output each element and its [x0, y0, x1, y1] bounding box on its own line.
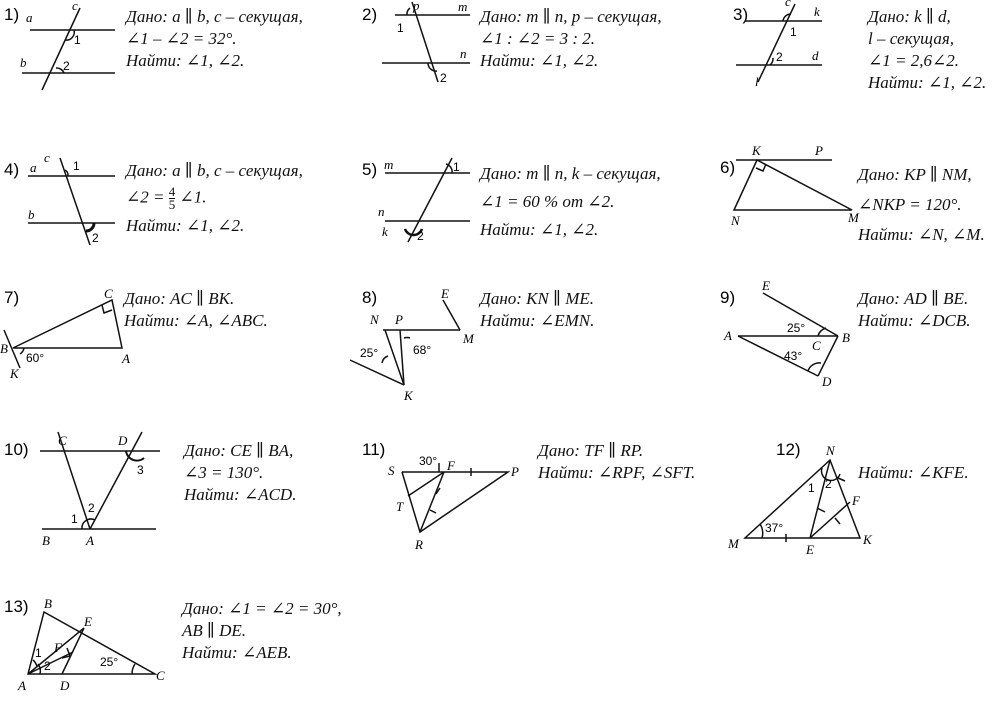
given-line: l – секущая,	[868, 29, 954, 48]
problem-7-text	[124, 288, 268, 332]
label-m: m	[384, 157, 394, 172]
label-F: F	[852, 493, 860, 508]
find-line: Найти: ∠EMN.	[480, 311, 595, 330]
angle-37-label: 37°	[765, 521, 784, 535]
angle-arc-43	[808, 363, 821, 371]
tick-mark	[817, 508, 825, 512]
given-line: AB ∥ DE.	[182, 621, 247, 640]
label-a: a	[30, 160, 37, 175]
figure-1	[4, 0, 115, 90]
fraction-numerator: 4	[168, 184, 176, 199]
triangle-nkm	[734, 160, 852, 210]
angle-43-label: 43°	[784, 349, 803, 363]
given-line: Дано: a ∥ b, c – секущая,	[126, 161, 303, 180]
angle-2-label: 2	[825, 477, 832, 491]
line-bd	[818, 336, 838, 376]
figure-2	[362, 0, 470, 85]
label-M: M	[848, 210, 859, 225]
angle-1-label: 1	[808, 481, 815, 495]
find-line: Найти: ∠1, ∠2.	[480, 220, 599, 239]
right-angle-mark	[756, 164, 766, 171]
find-line: Найти: ∠RPF, ∠SFT.	[538, 463, 696, 482]
find-line: Найти: ∠KFE.	[858, 463, 969, 482]
label-E: E	[441, 286, 449, 301]
figure-13	[4, 596, 165, 693]
problem-number: 13)	[4, 597, 29, 616]
given-line	[126, 186, 303, 211]
label-E: E	[806, 542, 814, 557]
given-line: Дано: AD ∥ BE.	[858, 289, 969, 308]
label-k: k	[814, 4, 820, 19]
label-d: d	[812, 48, 819, 63]
fraction	[169, 186, 176, 211]
angle-1-label: 1	[71, 512, 78, 526]
angle-arc-1	[33, 660, 37, 667]
problem-3-text	[868, 6, 986, 94]
given-line: Дано: KP ∥ NM,	[858, 165, 972, 184]
label-m: m	[458, 0, 468, 14]
angle-25-label: 25°	[360, 346, 379, 360]
angle-arc-37	[760, 524, 763, 538]
problem-10-text	[184, 440, 296, 506]
label-k: k	[382, 224, 388, 239]
problem-number: 4)	[4, 160, 20, 179]
label-R: R	[415, 537, 423, 552]
label-c: c	[785, 0, 791, 9]
figure-7	[0, 286, 130, 381]
label-C: C	[156, 668, 165, 683]
figure-11	[362, 440, 519, 552]
label-K: K	[10, 366, 19, 381]
find-line: Найти: ∠N, ∠M.	[858, 225, 985, 244]
line-ad	[738, 336, 818, 376]
label-c: c	[44, 150, 50, 165]
label-a: a	[26, 10, 33, 25]
find-line: Найти: ∠1, ∠2.	[868, 73, 987, 92]
label-C: C	[812, 338, 821, 353]
angle-arc-3	[126, 451, 144, 461]
problem-number: 1)	[4, 5, 20, 24]
angle-1-label: 1	[74, 33, 81, 47]
label-b: b	[28, 207, 35, 222]
given-line: ∠1 : ∠2 = 3 : 2.	[480, 29, 596, 48]
label-p: p	[413, 0, 420, 13]
angle-2-label: 2	[776, 50, 783, 64]
given-line: Дано: TF ∥ RP.	[538, 441, 644, 460]
label-N: N	[731, 213, 740, 228]
label-C: C	[104, 286, 113, 301]
label-F: F	[447, 458, 455, 473]
problem-9-text	[858, 288, 970, 332]
figure-3	[733, 0, 822, 89]
angle-arc-1	[407, 8, 410, 15]
given-line: Дано: m ∥ n, p – секущая,	[480, 7, 662, 26]
label-A: A	[18, 678, 26, 693]
problem-6-text	[858, 160, 985, 250]
problem-number: 12)	[776, 440, 801, 459]
given-line: ∠1 = 2,6∠2.	[868, 51, 959, 70]
line-ef	[810, 502, 850, 538]
triangle-srp	[402, 472, 508, 532]
line-me	[443, 300, 460, 330]
angle-25-label: 25°	[100, 655, 119, 669]
given-line: Дано: AC ∥ BK.	[124, 289, 235, 308]
label-F: F	[54, 640, 62, 655]
label-B: B	[42, 533, 50, 548]
angle-2-label: 2	[92, 231, 99, 245]
label-n: n	[460, 46, 467, 61]
transversal-l	[758, 4, 795, 82]
label-M: M	[728, 536, 739, 551]
given-line: Дано: CE ∥ BA,	[184, 441, 294, 460]
label-T: T	[396, 499, 404, 514]
given-prefix: ∠2 =	[126, 187, 165, 207]
given-line: ∠NKP = 120°.	[858, 195, 962, 214]
angle-2-label: 2	[417, 229, 424, 243]
find-line: Найти: ∠A, ∠ABC.	[124, 311, 268, 330]
label-D: D	[822, 374, 832, 389]
label-A: A	[724, 328, 732, 343]
label-A: A	[86, 533, 94, 548]
triangle-abc	[13, 300, 122, 348]
problem-8-text	[480, 288, 594, 332]
problem-number: 7)	[4, 288, 20, 307]
angle-25-label: 25°	[787, 321, 806, 335]
label-E: E	[84, 614, 92, 629]
find-line: Найти: ∠1, ∠2.	[480, 51, 599, 70]
label-b: b	[20, 55, 27, 70]
label-c: c	[72, 0, 78, 13]
problem-number: 3)	[733, 5, 749, 24]
angle-arc-2	[86, 223, 94, 231]
problem-number: 5)	[362, 160, 378, 179]
angle-2-label: 2	[440, 71, 447, 85]
find-line: Найти: ∠AEB.	[182, 643, 292, 662]
label-A: A	[122, 351, 130, 366]
problem-12-text	[858, 462, 969, 484]
label-P: P	[815, 143, 823, 158]
angle-68-label: 68°	[413, 343, 432, 357]
line-ed	[62, 628, 84, 674]
angle-2-label: 2	[88, 501, 95, 515]
problem-number: 2)	[362, 5, 378, 24]
tick-mark	[430, 510, 436, 513]
given-line: Дано: m ∥ n, k – секущая,	[480, 164, 661, 183]
label-S: S	[388, 463, 395, 478]
problem-number: 6)	[720, 158, 736, 177]
line-ne	[810, 460, 830, 538]
angle-arc-60	[20, 348, 24, 354]
figure-4	[4, 150, 115, 245]
angle-30-label: 30°	[419, 454, 438, 468]
figure-10	[4, 432, 160, 548]
angle-arc-25	[382, 356, 388, 363]
angle-1-label: 1	[397, 21, 404, 35]
figure-8	[350, 286, 475, 403]
angle-1-label: 1	[453, 160, 460, 174]
transversal-k	[408, 158, 452, 242]
find-line: Найти: ∠DCB.	[858, 311, 971, 330]
label-N: N	[826, 443, 835, 458]
label-K: K	[752, 143, 761, 158]
problem-2-text	[480, 6, 662, 72]
triangle-mnk	[745, 460, 860, 538]
given-line: ∠3 = 130°.	[184, 463, 264, 482]
tick-mark	[835, 518, 840, 524]
transversal-p	[412, 2, 438, 82]
problem-number: 10)	[4, 440, 29, 459]
given-line: Дано: ∠1 = ∠2 = 30°,	[182, 599, 342, 618]
label-N: N	[370, 312, 379, 327]
given-line: ∠1 = 60 % от ∠2.	[480, 192, 615, 211]
angle-arc-2	[770, 58, 773, 65]
given-line: Дано: a ∥ b, c – секущая,	[126, 7, 303, 26]
angle-60-label: 60°	[26, 351, 45, 365]
label-B: B	[44, 596, 52, 611]
find-line: Найти: ∠1, ∠2.	[126, 216, 245, 235]
label-D: D	[118, 433, 128, 448]
given-line: Дано: KN ∥ ME.	[480, 289, 594, 308]
figure-12	[727, 440, 873, 557]
label-K: K	[404, 388, 413, 403]
angle-3-label: 3	[137, 463, 144, 477]
problem-5-text	[480, 160, 661, 244]
label-B: B	[842, 330, 850, 345]
figure-5	[362, 157, 470, 243]
angle-2-label: 2	[63, 59, 70, 73]
figure-6	[720, 143, 860, 228]
angle-2-label: 2	[44, 659, 51, 673]
angle-arc-25	[132, 664, 135, 674]
label-l: l	[755, 74, 759, 89]
problem-13-text	[182, 598, 342, 664]
fraction-denominator: 5	[168, 197, 176, 212]
find-line: Найти: ∠ACD.	[184, 485, 297, 504]
problem-4-text	[126, 160, 303, 237]
right-angle-mark	[102, 305, 112, 313]
problem-number: 11)	[362, 440, 386, 459]
label-K: K	[863, 532, 872, 547]
find-line: Найти: ∠1, ∠2.	[126, 51, 245, 70]
given-suffix: ∠1.	[179, 187, 207, 207]
problem-1-text	[126, 6, 303, 72]
angle-1-label: 1	[35, 646, 42, 660]
label-D: D	[60, 678, 70, 693]
line-ad	[90, 432, 142, 529]
given-line: Дано: k ∥ d,	[868, 7, 951, 26]
angle-1-label: 1	[790, 25, 797, 39]
label-C: C	[58, 433, 67, 448]
label-E: E	[762, 278, 770, 293]
angle-1-label: 1	[73, 159, 80, 173]
tick-mark	[838, 478, 845, 481]
label-B: B	[0, 341, 8, 356]
problem-number: 9)	[720, 288, 736, 307]
label-M: M	[463, 331, 474, 346]
transversal-c	[42, 8, 80, 90]
problem-number: 8)	[362, 288, 378, 307]
label-n: n	[378, 204, 385, 219]
problem-11-text	[538, 440, 695, 484]
given-line: ∠1 – ∠2 = 32°.	[126, 29, 237, 48]
label-P: P	[511, 464, 519, 479]
angle-arc-25	[818, 328, 826, 336]
label-P: P	[395, 312, 403, 327]
figure-9	[720, 278, 850, 389]
